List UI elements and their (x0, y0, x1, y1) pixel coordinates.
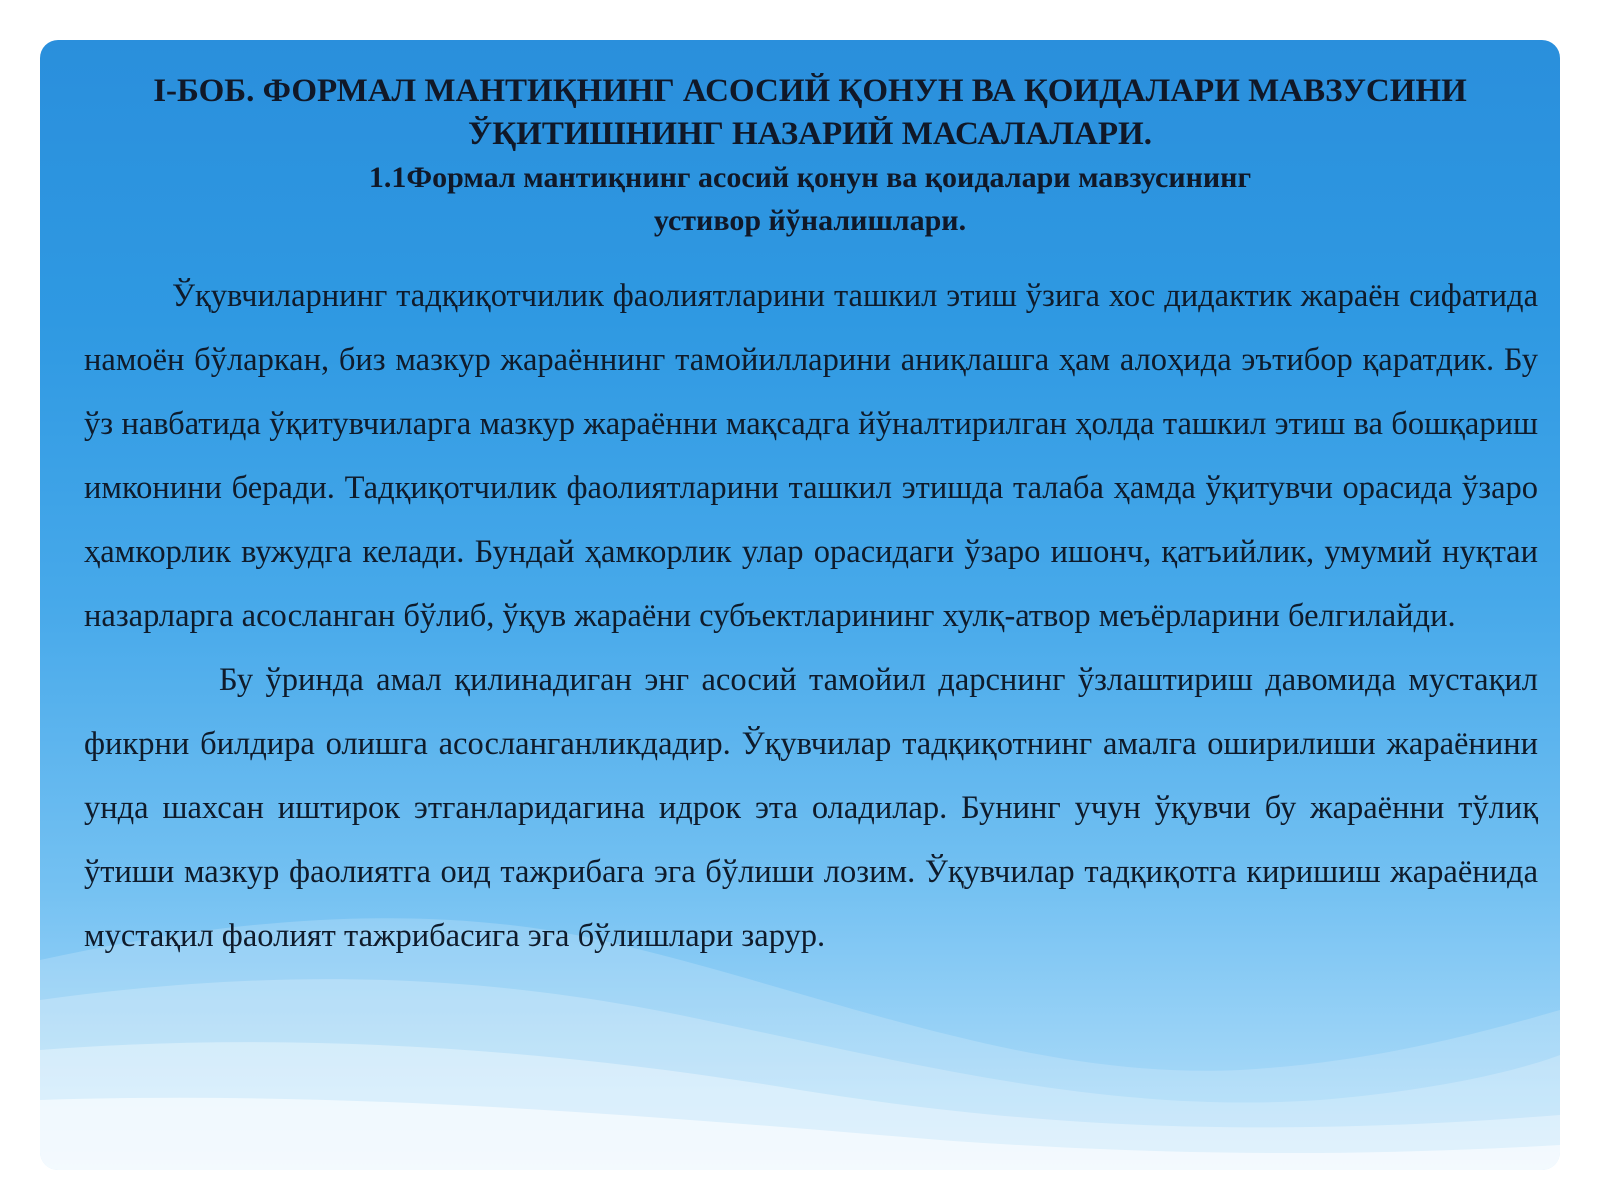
slide-background-panel (40, 40, 1560, 1170)
section-title-line-2: устивор йўналишлари. (653, 204, 967, 237)
slide-body (84, 264, 1538, 968)
body-paragraph-1: Ўқувчиларнинг тадқиқотчилик фаолиятларини ташкил этиш ўзига хос дидактик жараён сифатида намоён бўларкан, биз мазкур жараённинг тамойилларини аниқлашга ҳам алоҳида эътибор қаратдик. Бу ўз навбатида ўқитувчиларга мазкур жараённи мақсадга йўналтирилган ҳолда ташкил этиш ва бошқариш имконини беради. Тадқиқотчилик фаолиятларини ташкил этишда талаба ҳамда ўқитувчи орасида ўзаро ҳамкорлик вужудга келади. Бундай ҳамкорлик улар орасидаги ўзаро ишонч, қатъийлик, умумий нуқтаи назарларга асосланган бўлиб, ўқув жараёни субъектларининг хулқ-атвор меъёрларини белгилайди. (84, 278, 1538, 634)
section-title-line-1: 1.1Формал мантиқнинг асосий қонун ва қоидалари мавзусининг (368, 161, 1252, 194)
chapter-title: I-БОБ. ФОРМАЛ МАНТИҚНИНГ АСОСИЙ ҚОНУН ВА ҚОИДАЛАРИ МАВЗУСИНИ ЎҚИТИШНИНГ НАЗАРИЙ МАСАЛАЛАРИ. (153, 73, 1467, 152)
slide-header (80, 70, 1540, 242)
body-paragraph-2: Бу ўринда амал қилинадиган энг асосий тамойил дарснинг ўзлаштириш давомида мустақил фикрни билдира олишга асосланганликдадир. Ўқувчилар тадқиқотнинг амалга оширилиши жараёнини унда шахсан иштирок этганларидагина идрок эта оладилар. Бунинг учун ўқувчи бу жараённи тўлиқ ўтиши мазкур фаолиятга оид тажрибага эга бўлиши лозим. Ўқувчилар тадқиқотга киришиш жараёнида мустақил фаолият тажрибасига эга бўлишлари зарур. (84, 662, 1538, 954)
